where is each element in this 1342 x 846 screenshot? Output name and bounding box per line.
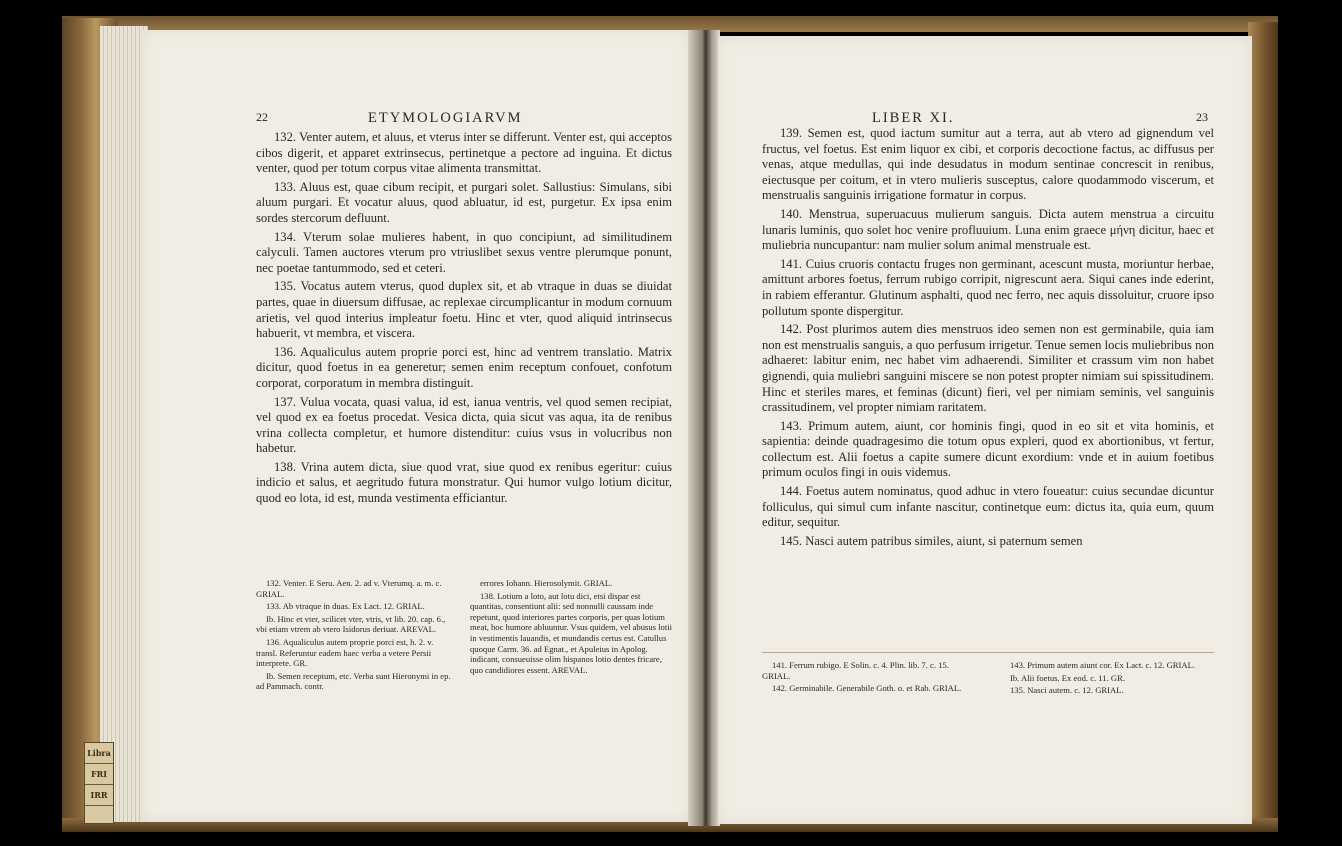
main-text [256, 130, 672, 510]
footnote: 135. Nasci autem. c. 12. GRIAL. [1010, 685, 1124, 696]
paragraph: 143. Primum autem, aiunt, cor hominis fingi, quod in eo sit et vita hominis, et sapientia: deinde quadragesimo die totum opus expleri, quod ex abortionibus, vt fertur, collectum est. Alii foetus a capite sumere dicunt exordium: vnde et in auium foetibus primum oculos fingi in ouis videmus. [762, 418, 1214, 480]
paragraph: 136. Aqualiculus autem proprie porci est, hinc ad ventrem translatio. Matrix dicitur, quod foetus in ea generetur; semen enim receptum confouet, confotum corporat, corporatum in membra distinguit. [256, 344, 672, 390]
paragraph: 133. Aluus est, quae cibum recipit, et purgari solet. Sallustius: Simulans, sibi aluum purgari. Et vocatur aluus, quod abluatur, id est, purgetur. Ex ipsa enim sordes stercorum defluunt. [256, 179, 672, 225]
paragraph: 144. Foetus autem nominatus, quod adhuc in vtero foueatur: cuius secundae dicuntur folliculus, qui simul cum infante nascitur, continetque eum: dictus ita, quia eum, quum editur, sequitur. [762, 484, 1214, 530]
footnote: 138. Lotium a loto, aut lotu dici, etsi dispar est quantitas, consentiunt alii: sed nonnulli caussam inde repetunt, quod interiores partes corporis, per quas lotium meat, hoc humore abluuntur. Vsus quidem, vel abusus lotii in vestimentis lauandis, et mundandis certus est. Catullus quoque Carm. 36. ad Egnat., et Apuleius in Apolog. indicant, consueuisse olim hispanos lotio dentes fricare, quo candidiores essent. AREVAL. [470, 590, 673, 675]
page-number: 22 [256, 110, 268, 124]
paragraph: 139. Semen est, quod iactum sumitur aut a terra, aut ab vtero ad gignendum vel fructus, vel foetus. Est enim liquor ex cibi, et corporis decoctione factus, ac diffusus per venas, atque medullas, qui inde desudatus in modum sentinae concrescit in renibus, eiectusque per coitum, et in vtero mulieris susceptus, calore quodammodo viscerum, et menstrualis sanguinis irrigatione formatur in corpus. [762, 126, 1214, 203]
footnote: 136. Aqualiculus autem proprie porci est, h. 2. v. transl. Referuntur eadem haec verba a vetere Persii interprete. GR. [256, 636, 434, 669]
footnotes-column-1 [256, 578, 456, 694]
book-cover-right [1248, 22, 1278, 828]
main-text [762, 126, 1214, 552]
running-head: ETYMOLOGIARVM [368, 110, 523, 126]
footnote: 133. Ab vtraque in duas. Ex Lact. 12. GRIAL. [266, 601, 425, 612]
spine-label-line: IRR [85, 785, 113, 806]
footnote: 141. Ferrum rubigo. E Solin. c. 4. Plin. lib. 7. c. 15. GRIAL. [762, 660, 949, 681]
paragraph: 138. Vrina autem dicta, siue quod vrat, siue quod ex renibus egeritur: cuius indicio et salus, et aegritudo futura monstratur. Qui humor vulgo lotium dicitur, quod eo lota, id est, munda vestimenta efficiantur. [256, 459, 672, 506]
paragraph: 141. Cuius cruoris contactu fruges non germinant, acescunt musta, moriuntur herbae, amittunt arbores foetus, ferrum rubigo corripit, nigrescunt aera. Siqui canes inde ederint, in rabiem efferantur. Glutinum asphalti, quod nec ferro, nec aquis dissoluitur, cruore ipso pollutum sponte dispergitur. [762, 256, 1214, 318]
footnote: 132. Venter. E Seru. Aen. 2. ad v. Vterumq. a. m. c. GRIAL. [256, 578, 442, 599]
paragraph: 135. Vocatus autem vterus, quod duplex sit, et ab vtraque in duas se diuidat partes, quae in diuersum diffusae, ac replexae circumplicantur in modum cornuum arietis, vel quod interius impleatur foetu. Hinc et vter, quod aliquid intrinsecus habuerit, vt membra, et viscera. [256, 279, 672, 341]
footnote: 142. Germinabile. Generabile Goth. o. et Rab. GRIAL. [772, 683, 962, 694]
paragraph: 140. Menstrua, superuacuus mulierum sanguis. Dicta autem menstrua a circuitu lunaris luminis, quo solet hoc venire profluuium. Luna enim graece μήνη dicitur, haec et muliebria nuncupantur: nam mulier solum animal menstruale est. [762, 206, 1214, 253]
footnote: Ib. Alii foetus. Ex eod. c. 11. GR. [1010, 672, 1125, 683]
left-page [142, 30, 690, 822]
footnotes-column-2 [470, 578, 672, 677]
footnotes-column-2 [1000, 660, 1214, 698]
book-gutter [688, 30, 720, 826]
paragraph: 142. Post plurimos autem dies menstruos ideo semen non est germinabile, quia iam non est menstrualis sanguis, a quo perfusum irrigetur. Tenue semen locis muliebribus non adhaeret: labitur enim, nec habet vim adhaerendi. Similiter et crassum vim non habet gignendi, quia muliebri sanguini miscere se non potest propter nimiam sui spissitudinem. Hinc et steriles mares, et feminas (dicunt) fieri, vel per nimiam seminis, vel sanguinis crassitudinem, vel propter nimiam raritatem. [762, 322, 1214, 415]
footnote: errores Iohann. Hierosolymit. GRIAL. [480, 578, 613, 588]
running-head: LIBER XI. [872, 110, 955, 126]
footnote: 143. Primum autem aiunt cor. Ex Lact. c. 12. GRIAL. [1010, 660, 1195, 670]
footnote-rule [762, 652, 1214, 653]
spine-label-line: FRI [85, 764, 113, 785]
page-number: 23 [1196, 110, 1208, 124]
paragraph: 145. Nasci autem patribus similes, aiunt, si paternum semen [780, 533, 1083, 548]
spine-label-line: Libra [85, 743, 113, 764]
footnote: Ib. Hinc et vter, scilicet vter, vtris, vt lib. 20. cap. 6., vbi etiam vtrem ab vtero Isidorus deriuat. AREVAL. [256, 613, 446, 635]
paragraph: 134. Vterum solae mulieres habent, in quo concipiunt, ad similitudinem calyculi. Tamen auctores vterum pro vtriuslibet sexus ventre plerumque ponunt, nec poetae tantummodo, sed et ceteri. [256, 229, 672, 275]
right-page [718, 36, 1252, 824]
footnotes-column-1 [762, 660, 976, 696]
paragraph: 132. Venter autem, et aluus, et vterus inter se differunt. Venter est, qui acceptos cibos digerit, et apparet extrinsecus, pertinetque a pectore ad inguina. Et dictus venter, quod per totum corpus vitae alimenta transmittat. [256, 130, 672, 176]
page-edges [100, 26, 148, 822]
paragraph: 137. Vulua vocata, quasi valua, id est, ianua ventris, vel quod semen recipiat, vel quod ex ea foetus procedat. Vesica dicta, quia sicut vas aqua, ita de renibus vrina collecta completur, et humore distenditur: cuius vsus in volucribus non habetur. [256, 394, 672, 456]
footnote: Ib. Semen receptum, etc. Verba sunt Hieronymi in ep. ad Pammach. contr. [256, 670, 451, 692]
spine-label [84, 742, 114, 824]
